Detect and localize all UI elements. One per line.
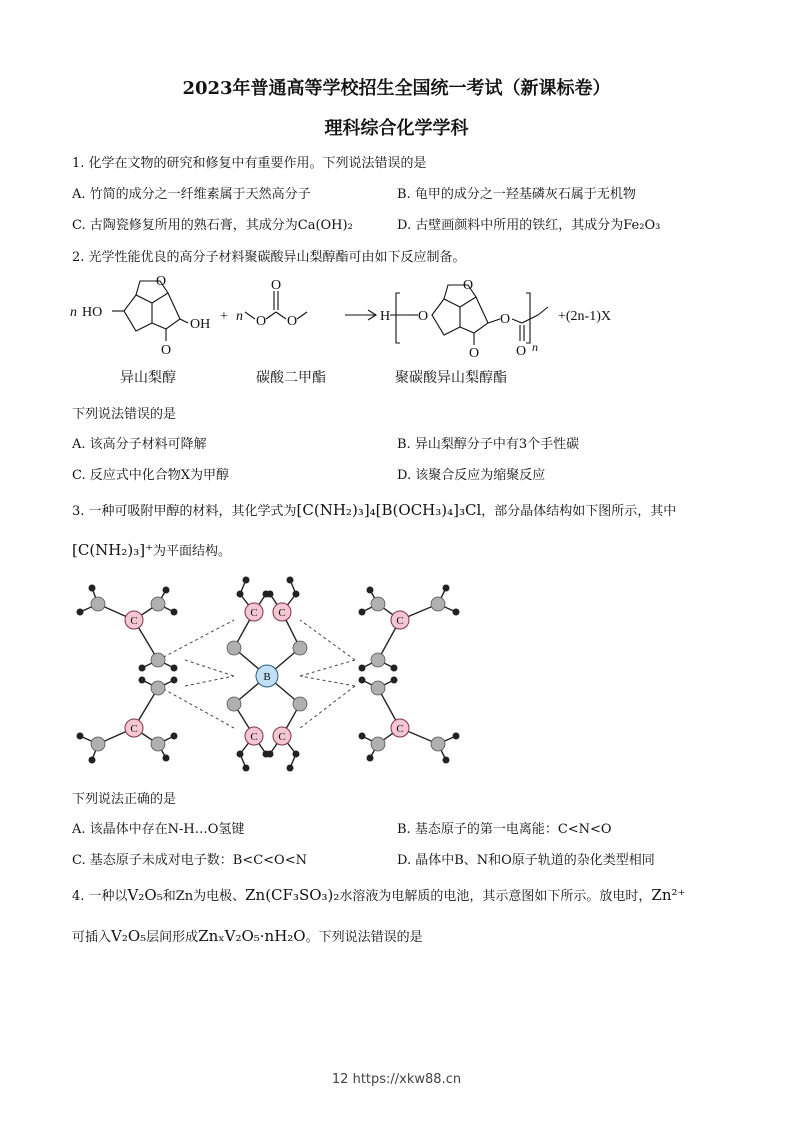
question-4-line2 <box>72 926 423 945</box>
q4-product: ZnₓV₂O₅·nH₂O <box>198 927 306 945</box>
q3-stem-post: ，部分晶体结构如下图所示，其中 <box>481 504 677 519</box>
coef-n2: n <box>236 309 243 324</box>
q3-option-b: B. 基态原子的第一电离能：C<N<O <box>397 822 612 837</box>
iso-o-top: O <box>156 275 167 289</box>
q2-prompt: 下列说法错误的是 <box>72 407 177 422</box>
q4-line2-mid: 层间形成 <box>146 930 199 945</box>
q4-line2-v2o5: V₂O₅ <box>111 927 147 945</box>
q4-line2-post: 。下列说法错误的是 <box>305 930 423 945</box>
question-3-stem <box>72 500 676 519</box>
q2-option-d: D. 该聚合反应为缩聚反应 <box>397 468 546 483</box>
q3-prompt: 下列说法正确的是 <box>72 792 177 807</box>
plus-sign: + <box>220 309 228 324</box>
q1-option-c: C. 古陶瓷修复所用的熟石膏，其成分为Ca(OH)₂ <box>72 218 353 233</box>
question-1-stem: 1. 化学在文物的研究和修复中有重要作用。下列说法错误的是 <box>72 156 427 171</box>
q1-option-a: A. 竹简的成分之一纤维素属于天然高分子 <box>72 187 311 202</box>
q3-option-a: A. 该晶体中存在N-H…O氢键 <box>72 822 245 837</box>
prod-o-left: O <box>418 309 429 324</box>
page-title: 2023年普通高等学校招生全国统一考试（新课标卷） <box>182 78 611 99</box>
q4-salt: Zn(CF₃SO₃)₂ <box>245 886 340 904</box>
carbon-label: C <box>396 723 404 735</box>
prod-o-ester: O <box>500 312 511 327</box>
q2-option-a: A. 该高分子材料可降解 <box>72 437 207 452</box>
page-footer <box>0 1072 793 1087</box>
q4-stem-pre: 4. 一种以 <box>72 889 128 904</box>
q4-stem-mid2: 水溶液为电解质的电池，其示意图如下所示。放电时， <box>339 889 652 904</box>
prod-o-carbonyl: O <box>516 344 527 359</box>
q3-formula: [C(NH₂)₃]₄[B(OCH₃)₄]₃Cl <box>296 501 482 519</box>
iso-o-bottom: O <box>161 343 172 358</box>
question-4-stem <box>72 885 685 904</box>
question-2-stem: 2. 光学性能优良的高分子材料聚碳酸异山梨醇酯可由如下反应制备。 <box>72 250 466 265</box>
prod-o-top: O <box>463 278 474 293</box>
q4-v2o5: V₂O₅ <box>127 886 163 904</box>
q4-ion: Zn²⁺ <box>651 886 686 904</box>
dmc-o-right: O <box>287 314 298 329</box>
q1-option-d: D. 古壁画颜料中所用的铁红，其成分为Fe₂O₃ <box>397 218 661 233</box>
label-h: H <box>380 309 391 324</box>
footer-url[interactable]: https://xkw88.cn <box>352 1072 462 1087</box>
q2-option-c: C. 反应式中化合物X为甲醇 <box>72 468 230 483</box>
byproduct: +(2n-1)X <box>558 309 611 324</box>
reaction-equation <box>60 275 660 360</box>
q3-option-d: D. 晶体中B、N和O原子轨道的杂化类型相同 <box>397 853 655 868</box>
q4-line2-pre: 可插入 <box>72 930 112 945</box>
carbon-label: C <box>130 723 138 735</box>
subscript-n: n <box>532 340 538 354</box>
question-3-line2 <box>72 540 231 559</box>
q4-stem-mid1: 和Zn为电极、 <box>162 889 246 904</box>
coef-n1: n <box>70 305 77 320</box>
carbon-label: C <box>278 607 286 619</box>
q2-option-b: B. 异山梨醇分子中有3个手性碳 <box>397 437 580 452</box>
page-subtitle: 理科综合化学学科 <box>324 118 469 139</box>
name-polycarbonate: 聚碳酸异山梨醇酯 <box>395 370 507 386</box>
label-oh: OH <box>190 317 211 332</box>
page-number: 12 <box>331 1072 349 1087</box>
q3-cation-formula: [C(NH₂)₃]⁺ <box>72 541 154 559</box>
crystal-structure-diagram <box>70 572 470 777</box>
carbon-label: C <box>278 731 286 743</box>
q3-option-c: C. 基态原子未成对电子数：B<C<O<N <box>72 853 307 868</box>
name-dimethyl-carbonate: 碳酸二甲酯 <box>256 370 326 386</box>
q3-line2-text: 为平面结构。 <box>153 544 232 559</box>
dmc-o-left: O <box>256 314 267 329</box>
name-isosorbide: 异山梨醇 <box>120 370 176 386</box>
boron-label: B <box>263 671 271 683</box>
q1-option-b: B. 龟甲的成分之一羟基磷灰石属于无机物 <box>397 187 636 202</box>
dmc-o-carbonyl: O <box>271 278 282 293</box>
carbon-label: C <box>250 607 258 619</box>
carbon-label: C <box>250 731 258 743</box>
carbon-label: C <box>130 615 138 627</box>
q3-stem-pre: 3. 一种可吸附甲醇的材料，其化学式为 <box>72 504 297 519</box>
label-ho: HO <box>82 305 103 320</box>
prod-o-bottom: O <box>469 346 480 360</box>
carbon-label: C <box>396 615 404 627</box>
